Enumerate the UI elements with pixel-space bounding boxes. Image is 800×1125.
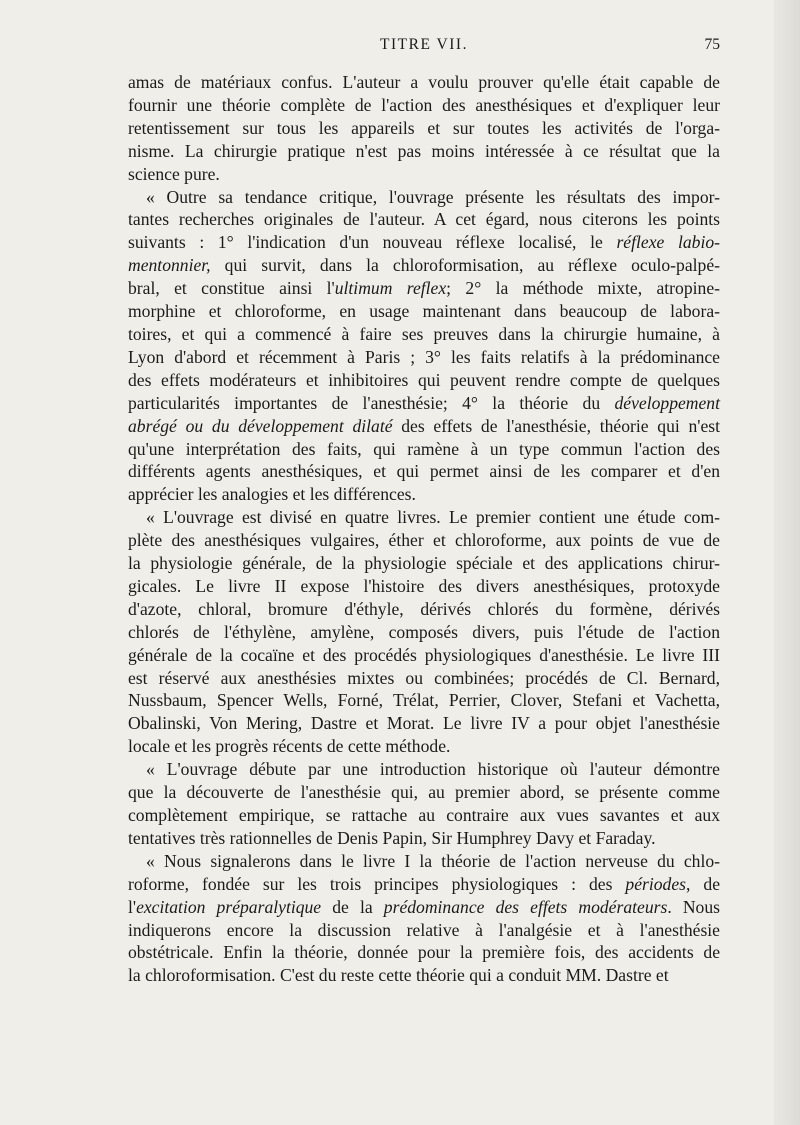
text-run: d'azote, chloral, bromure d'éthyle, dérivés chlorés du formène, dérivés xyxy=(128,598,720,619)
text-run: des effets modérateurs et inhibitoires qui peuvent rendre compte de quelques xyxy=(128,369,720,390)
text-line xyxy=(128,392,720,415)
text-run: suivants : 1° l'indication d'un nouveau réflexe localisé, le xyxy=(128,232,617,253)
text-run: science pure. xyxy=(128,163,220,184)
text-line xyxy=(128,231,720,254)
text-run: tantes recherches originales de l'auteur. A cet égard, nous citerons les points xyxy=(128,209,720,230)
text-line xyxy=(128,781,720,804)
text-run: particularités importantes de l'anesthésie; 4° la théorie du xyxy=(128,392,615,413)
text-line xyxy=(128,827,720,850)
paragraph xyxy=(128,186,720,507)
text-line xyxy=(128,552,720,575)
italic-text: réflexe labio- xyxy=(616,232,720,253)
text-line xyxy=(128,71,720,94)
text-run: , de xyxy=(686,873,720,894)
text-run: que la découverte de l'anesthésie qui, au premier abord, se présente comme xyxy=(128,782,720,803)
body-text xyxy=(128,71,720,987)
text-run: plète des anesthésiques vulgaires, éther et chloroforme, aux points de vue de xyxy=(128,530,720,551)
text-line xyxy=(128,644,720,667)
text-run: qui survit, dans la chloroformisation, au réflexe oculo-palpé- xyxy=(210,255,720,276)
text-run: locale et les progrès récents de cette méthode. xyxy=(128,736,451,757)
text-line xyxy=(128,919,720,942)
text-run: « L'ouvrage débute par une introduction historique où l'auteur démontre xyxy=(146,759,720,780)
italic-text: périodes xyxy=(625,873,687,894)
text-line xyxy=(128,483,720,506)
text-run: indiquerons encore la discussion relative à l'analgésie et à l'anesthésie xyxy=(128,919,720,940)
text-line xyxy=(128,621,720,644)
running-title: TITRE VII. xyxy=(380,36,468,53)
text-line xyxy=(128,506,720,529)
text-line xyxy=(128,850,720,873)
text-line xyxy=(128,277,720,300)
text-run: Lyon d'abord et récemment à Paris ; 3° les faits relatifs à la prédominance xyxy=(128,346,720,367)
text-run: de la xyxy=(321,896,384,917)
text-run: la chloroformisation. C'est du reste cette théorie qui a conduit MM. Dastre et xyxy=(128,965,669,986)
text-line xyxy=(128,369,720,392)
text-run: « Outre sa tendance critique, l'ouvrage présente les résultats des impor- xyxy=(146,186,720,207)
text-run: des effets de l'anesthésie, théorie qui n'est xyxy=(392,415,720,436)
page-gutter-shadow xyxy=(774,0,800,1125)
text-run: Obalinski, Von Mering, Dastre et Morat. Le livre IV a pour objet l'anesthésie xyxy=(128,713,720,734)
text-line xyxy=(128,804,720,827)
text-run: qu'une interprétation des faits, qui ramène à un type commun l'action des xyxy=(128,438,720,459)
text-run: toires, et qui a commencé à faire ses preuves dans la chirurgie humaine, à xyxy=(128,323,720,344)
italic-text: excitation préparalytique xyxy=(136,896,322,917)
text-line xyxy=(128,575,720,598)
italic-text: prédominance des effets modérateurs xyxy=(383,896,668,917)
italic-text: mentonnier, xyxy=(128,255,211,276)
text-run: est réservé aux anesthésies mixtes ou combinées; procédés de Cl. Bernard, xyxy=(128,667,720,688)
text-line xyxy=(128,117,720,140)
text-run: amas de matériaux confus. L'auteur a voulu prouver qu'elle était capable de xyxy=(128,72,720,92)
text-line xyxy=(128,254,720,277)
text-line xyxy=(128,964,720,987)
text-run: « Nous signalerons dans le livre I la théorie de l'action nerveuse du chlo- xyxy=(146,850,720,871)
text-run: générale de la cocaïne et des procédés physiologiques d'anesthésie. Le livre III xyxy=(128,644,720,665)
text-line xyxy=(128,300,720,323)
text-line xyxy=(128,735,720,758)
text-line xyxy=(128,346,720,369)
text-run: l' xyxy=(128,896,137,917)
paragraph xyxy=(128,758,720,850)
text-run: Nussbaum, Spencer Wells, Forné, Trélat, Perrier, Clover, Stefani et Vachetta, xyxy=(128,690,720,711)
text-run: bral, et constitue ainsi l' xyxy=(128,278,335,299)
text-run: « L'ouvrage est divisé en quatre livres. Le premier contient une étude com- xyxy=(146,507,720,528)
text-line xyxy=(128,460,720,483)
text-line xyxy=(128,163,720,186)
text-run: retentissement sur tous les appareils et sur toutes les activités de l'orga- xyxy=(128,117,720,138)
paragraph xyxy=(128,71,720,186)
text-run: obstétricale. Enfin la théorie, donnée pour la première fois, des accidents de xyxy=(128,942,720,963)
text-line xyxy=(128,529,720,552)
text-run: ; 2° la méthode mixte, atropine- xyxy=(446,278,720,299)
text-line xyxy=(128,598,720,621)
text-run: la physiologie générale, de la physiologie spéciale et des applications chirur- xyxy=(128,553,720,574)
text-run: fournir une théorie complète de l'action des anesthésiques et d'expliquer leur xyxy=(128,94,720,115)
text-line xyxy=(128,896,720,919)
italic-text: ultimum reflex xyxy=(334,278,447,299)
text-run: gicales. Le livre II expose l'histoire des divers anesthésiques, protoxyde xyxy=(128,575,720,596)
text-line xyxy=(128,208,720,231)
text-line xyxy=(128,323,720,346)
text-line xyxy=(128,140,720,163)
italic-text: développement xyxy=(614,392,720,413)
text-line xyxy=(128,415,720,438)
text-line xyxy=(128,873,720,896)
text-run: chlorés de l'éthylène, amylène, composés divers, puis l'étude de l'action xyxy=(128,621,720,642)
text-run: roforme, fondée sur les trois principes physiologiques : des xyxy=(128,873,626,894)
text-run: apprécier les analogies et les différences. xyxy=(128,484,416,505)
text-line xyxy=(128,941,720,964)
text-run: . Nous xyxy=(667,896,720,917)
text-line xyxy=(128,689,720,712)
text-run: nisme. La chirurgie pratique n'est pas moins intéressée à ce résultat que la xyxy=(128,140,720,161)
text-line xyxy=(128,438,720,461)
text-line xyxy=(128,667,720,690)
text-run: complètement empirique, se rattache au contraire aux vues savantes et aux xyxy=(128,805,720,825)
italic-text: abrégé ou du développement dilaté xyxy=(128,415,393,436)
text-line xyxy=(128,186,720,209)
text-run: morphine et chloroforme, en usage maintenant dans beaucoup de labora- xyxy=(128,301,720,322)
paragraph xyxy=(128,850,720,987)
text-run: tentatives très rationnelles de Denis Papin, Sir Humphrey Davy et Faraday. xyxy=(128,827,656,848)
text-line xyxy=(128,94,720,117)
text-run: différents agents anesthésiques, et qui permet ainsi de les comparer et d'en xyxy=(128,461,720,482)
text-line xyxy=(128,758,720,781)
paragraph xyxy=(128,506,720,758)
text-line xyxy=(128,712,720,735)
page-header xyxy=(128,36,720,62)
page-number: 75 xyxy=(704,36,720,53)
